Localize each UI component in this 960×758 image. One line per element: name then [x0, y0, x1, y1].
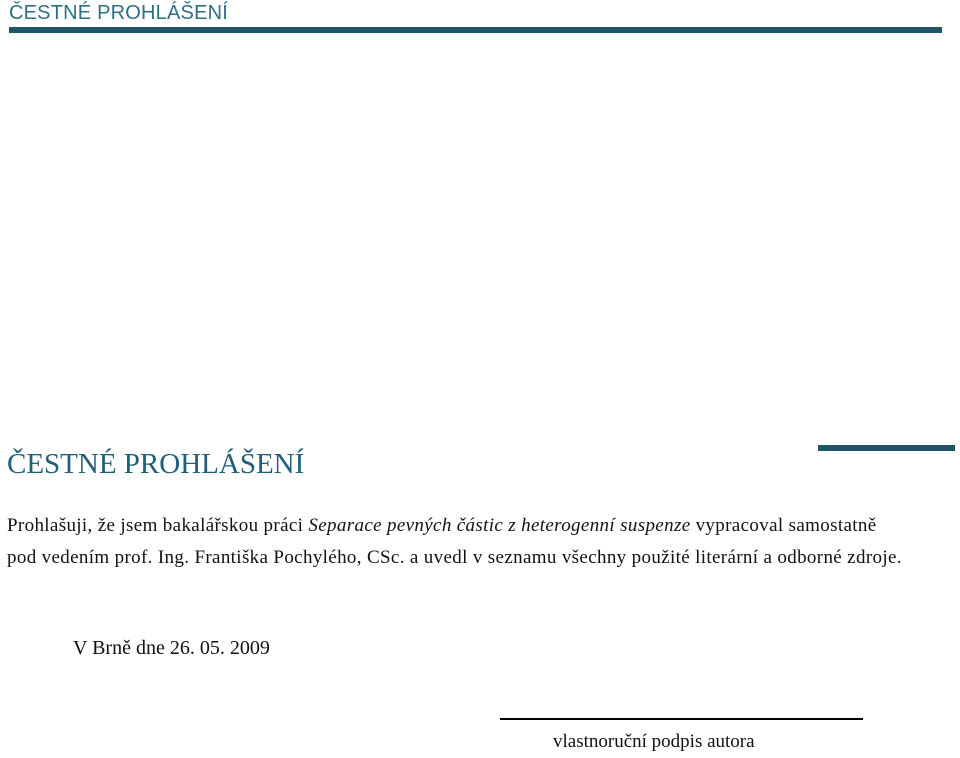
- declaration-text-before: Prohlašuji, že jsem bakalářskou práci: [7, 515, 309, 536]
- header-rule: [9, 27, 942, 33]
- declaration-text-after: vypracoval samostatně pod vedením prof. Ing. Františka Pochylého, CSc. a uvedl v seznamu všechny použité literární a odborné zdroje.: [7, 515, 902, 568]
- declaration-text: [7, 510, 907, 574]
- section-title: ČESTNÉ PROHLÁŠENÍ: [7, 448, 305, 480]
- running-header: ČESTNÉ PROHLÁŠENÍ: [9, 2, 229, 24]
- section-accent-bar: [818, 445, 955, 451]
- place-and-date: V Brně dne 26. 05. 2009: [73, 637, 270, 659]
- thesis-title: Separace pevných částic z heterogenní suspenze: [308, 515, 691, 536]
- signature-line: [500, 718, 863, 720]
- signature-caption: vlastnoruční podpis autora: [553, 731, 755, 752]
